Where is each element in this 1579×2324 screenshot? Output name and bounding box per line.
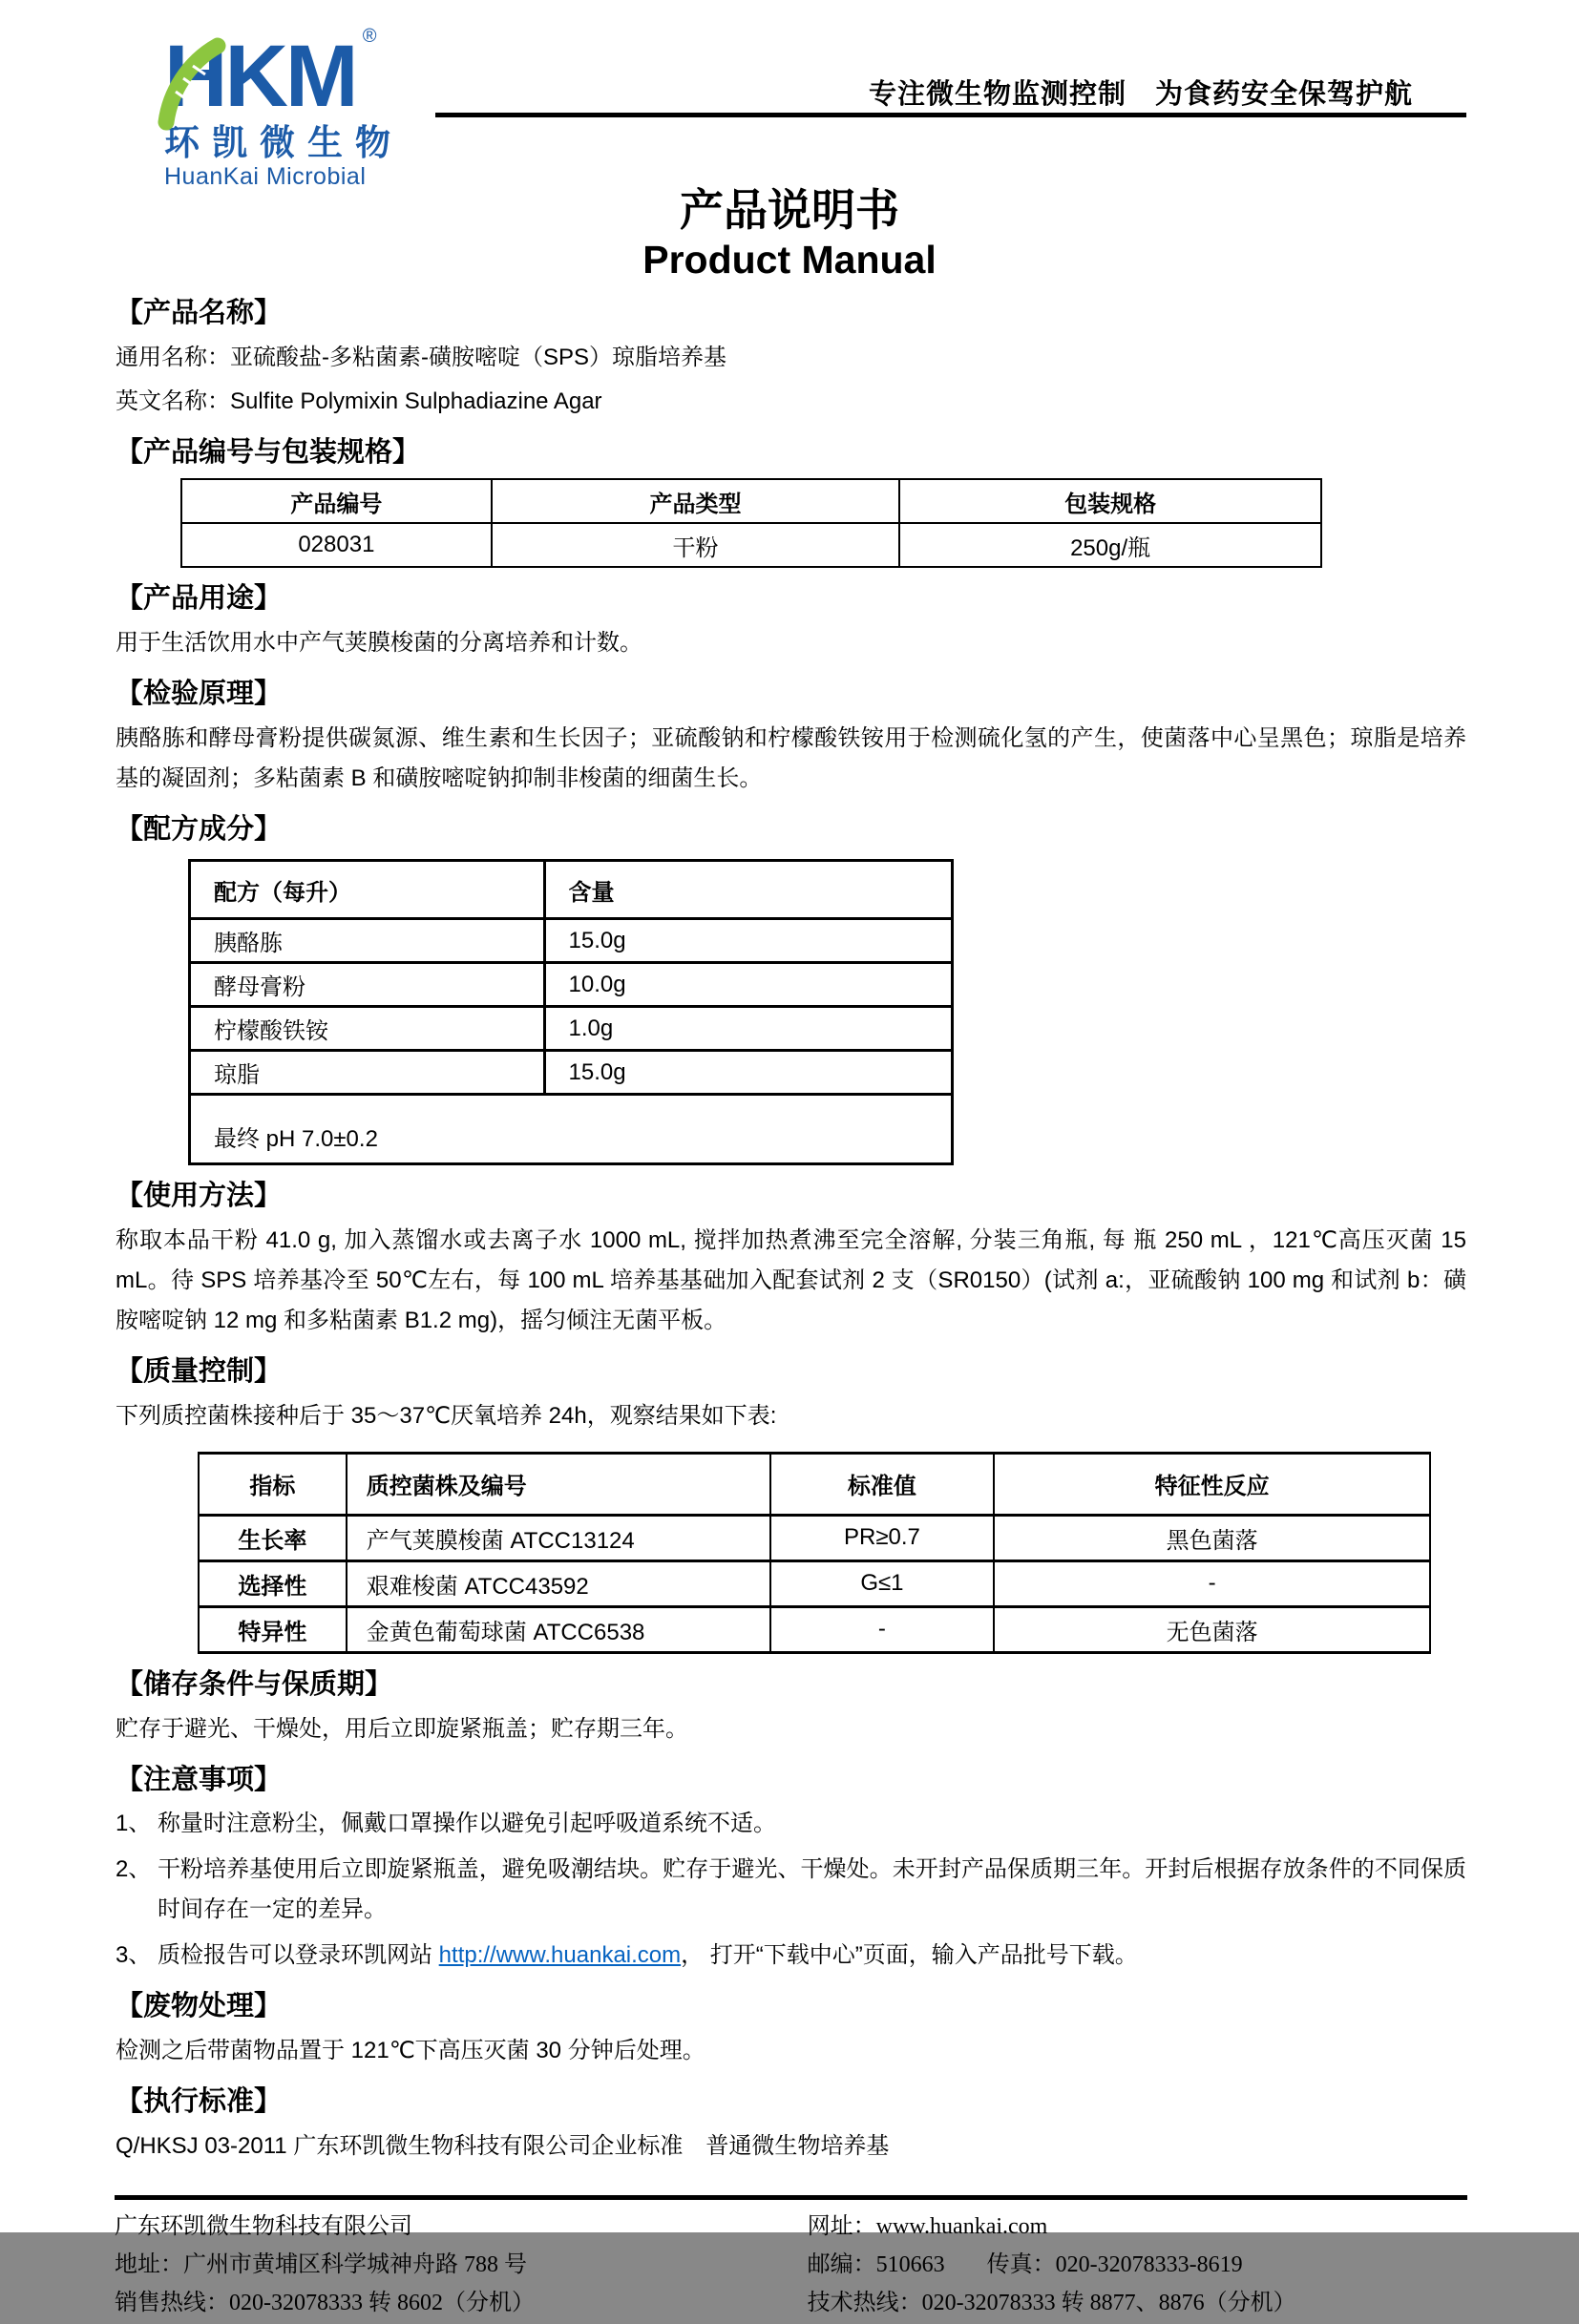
footer-address: 地址：广州市黄埔区科学城神舟路 788 号 xyxy=(115,2251,527,2277)
header-divider xyxy=(435,113,1466,117)
column-header: 包装规格 xyxy=(899,479,1321,523)
section-heading-usage: 【使用方法】 xyxy=(116,1181,283,1212)
table-row xyxy=(190,1007,953,1051)
huankai-website-link[interactable]: http://www.huankai.com xyxy=(438,1942,682,1969)
footer-right-column xyxy=(802,2209,1467,2324)
table-cell: - xyxy=(770,1606,995,1652)
usage-text: 称取本品干粉 41.0 g, 加入蒸馏水或去离子水 1000 mL, 搅拌加热煮沸至完全溶解, 分装三角瓶, 每 瓶 250 mL ，121℃高压灭菌 15 mL。待 SPS 培养基冷至 50℃左右，每 100 mL 培养基基础加入配套试剂 2 支（SR0150）(试剂 a:，亚硫酸钠 100 mg 和试剂 b：磺胺嘧啶钠 12 mg 和多粘菌素 B1.2 mg)，摇匀倾注无菌平板。 xyxy=(116,1227,1466,1334)
footer-left-column xyxy=(115,2209,802,2324)
table-cell: 艰难梭菌 ATCC43592 xyxy=(347,1560,770,1606)
dna-swoosh-icon xyxy=(155,38,242,130)
storage-text: 贮存于避光、干燥处，用后立即旋紧瓶盖；贮存期三年。 xyxy=(116,1715,688,1742)
hkm-brand-text: HKM xyxy=(164,28,356,125)
note-item-3 xyxy=(116,1936,1466,1976)
doc-title-en: Product Manual xyxy=(642,237,937,282)
doc-content xyxy=(0,296,1579,2167)
footer-fax: 传真：020-32078333-8619 xyxy=(986,2251,1243,2277)
column-header: 含量 xyxy=(544,861,952,919)
doc-title-cn: 产品说明书 xyxy=(680,185,899,235)
column-header: 产品类型 xyxy=(492,479,899,523)
section-heading-waste: 【废物处理】 xyxy=(116,1991,283,2022)
table-row xyxy=(199,1560,1430,1606)
table-cell: 选择性 xyxy=(199,1560,347,1606)
table-cell: 柠檬酸铁铵 xyxy=(190,1007,545,1051)
table-cell: 250g/瓶 xyxy=(899,523,1321,567)
section-heading-spec: 【产品编号与包装规格】 xyxy=(116,436,421,468)
table-cell: 酵母膏粉 xyxy=(190,963,545,1007)
section-heading-standard: 【执行标准】 xyxy=(116,2085,283,2117)
column-header: 配方（每升） xyxy=(190,861,545,919)
table-cell: - xyxy=(994,1560,1430,1606)
table-cell: 15.0g xyxy=(544,919,952,963)
hkm-wordmark xyxy=(164,26,377,125)
purpose-text: 用于生活饮用水中产气荚膜梭菌的分离培养和计数。 xyxy=(116,630,642,657)
table-row xyxy=(199,1515,1430,1560)
footer-postcode: 邮编：510663 xyxy=(807,2251,945,2277)
page-header xyxy=(0,0,1579,190)
table-cell: 干粉 xyxy=(492,523,899,567)
table-cell: 1.0g xyxy=(544,1007,952,1051)
page-footer xyxy=(115,2195,1467,2324)
section-heading-storage: 【储存条件与保质期】 xyxy=(116,1668,393,1700)
note-text-prefix: 质检报告可以登录环凯网站 xyxy=(158,1942,439,1969)
column-header: 产品编号 xyxy=(181,479,492,523)
table-row xyxy=(190,1051,953,1095)
table-row xyxy=(190,919,953,963)
standard-text: Q/HKSJ 03-2011 广东环凯微生物科技有限公司企业标准 普通微生物培养基 xyxy=(116,2132,890,2159)
table-header-row xyxy=(199,1453,1430,1515)
final-ph-cell: 最终 pH 7.0±0.2 xyxy=(190,1095,953,1164)
qc-intro-text: 下列质控菌株接种后于 35～37℃厌氧培养 24h，观察结果如下表: xyxy=(116,1402,777,1429)
table-cell: 10.0g xyxy=(544,963,952,1007)
column-header: 特征性反应 xyxy=(994,1453,1430,1515)
english-name-line: 英文名称：Sulfite Polymixin Sulphadiazine Agar xyxy=(116,387,602,414)
table-cell: 琼脂 xyxy=(190,1051,545,1095)
table-header-row xyxy=(190,861,953,919)
table-header-row xyxy=(181,479,1321,523)
logo-chinese-name: 环凯微生物 xyxy=(164,123,403,162)
note-text: 称量时注意粉尘，佩戴口罩操作以避免引起呼吸道系统不适。 xyxy=(158,1811,776,1837)
company-logo xyxy=(164,26,403,190)
formula-table xyxy=(188,859,954,1165)
table-cell: 金黄色葡萄球菌 ATCC6538 xyxy=(347,1606,770,1652)
section-heading-qc: 【质量控制】 xyxy=(116,1356,283,1388)
section-heading-product-name: 【产品名称】 xyxy=(116,298,283,329)
logo-english-name: HuanKai Microbial xyxy=(164,162,367,190)
generic-name-line: 通用名称：亚硫酸盐-多粘菌素-磺胺嘧啶（SPS）琼脂培养基 xyxy=(116,344,727,370)
footer-company: 广东环凯微生物科技有限公司 xyxy=(115,2213,412,2239)
section-heading-formula: 【配方成分】 xyxy=(116,813,283,845)
table-cell: 无色菌落 xyxy=(994,1606,1430,1652)
note-number: 3、 xyxy=(116,1942,152,1969)
table-cell: 15.0g xyxy=(544,1051,952,1095)
table-row xyxy=(190,963,953,1007)
footer-website: 网址：www.huankai.com xyxy=(807,2213,1048,2239)
note-text xyxy=(158,1936,1466,1976)
table-row xyxy=(199,1606,1430,1652)
table-cell: PR≥0.7 xyxy=(770,1515,995,1560)
registered-trademark: ® xyxy=(362,26,377,47)
table-cell: G≤1 xyxy=(770,1560,995,1606)
footer-sales-hotline: 销售热线：020-32078333 转 8602（分机） xyxy=(115,2290,535,2315)
table-cell: 黑色菌落 xyxy=(994,1515,1430,1560)
note-number: 2、 xyxy=(116,1856,152,1883)
note-text: 干粉培养基使用后立即旋紧瓶盖，避免吸潮结块。贮存于避光、干燥处。未开封产品保质期三年。开封后根据存放条件的不同保质时间存在一定的差异。 xyxy=(158,1856,1466,1923)
note-item-2 xyxy=(116,1850,1466,1930)
principle-text: 胰酪胨和酵母膏粉提供碳氮源、维生素和生长因子；亚硫酸钠和柠檬酸铁铵用于检测硫化氢的产生，使菌落中心呈黑色；琼脂是培养基的凝固剂；多粘菌素 B 和磺胺嘧啶钠抑制非梭菌的细菌生长。 xyxy=(116,724,1466,791)
note-item-1 xyxy=(116,1804,1466,1844)
table-footer-row xyxy=(190,1095,953,1164)
spec-table xyxy=(180,478,1322,568)
table-cell: 胰酪胨 xyxy=(190,919,545,963)
footer-tech-hotline: 技术热线：020-32078333 转 8877、8876（分机） xyxy=(807,2290,1296,2315)
waste-text: 检测之后带菌物品置于 121℃下高压灭菌 30 分钟后处理。 xyxy=(116,2037,705,2063)
qc-table xyxy=(198,1452,1431,1654)
column-header: 质控菌株及编号 xyxy=(347,1453,770,1515)
note-number: 1、 xyxy=(116,1811,152,1837)
header-tagline: 专注微生物监测控制 为食药安全保驾护航 xyxy=(868,79,1413,110)
table-cell: 特异性 xyxy=(199,1606,347,1652)
footer-postcode-fax xyxy=(808,2248,1467,2282)
section-heading-notes: 【注意事项】 xyxy=(116,1764,283,1795)
section-heading-purpose: 【产品用途】 xyxy=(116,583,283,615)
column-header: 指标 xyxy=(199,1453,347,1515)
table-cell: 生长率 xyxy=(199,1515,347,1560)
table-cell: 产气荚膜梭菌 ATCC13124 xyxy=(347,1515,770,1560)
section-heading-principle: 【检验原理】 xyxy=(116,679,283,710)
table-cell: 028031 xyxy=(181,523,492,567)
note-text-suffix: ， 打开“下载中心”页面，输入产品批号下载。 xyxy=(681,1942,1138,1969)
table-row xyxy=(181,523,1321,567)
column-header: 标准值 xyxy=(770,1453,995,1515)
